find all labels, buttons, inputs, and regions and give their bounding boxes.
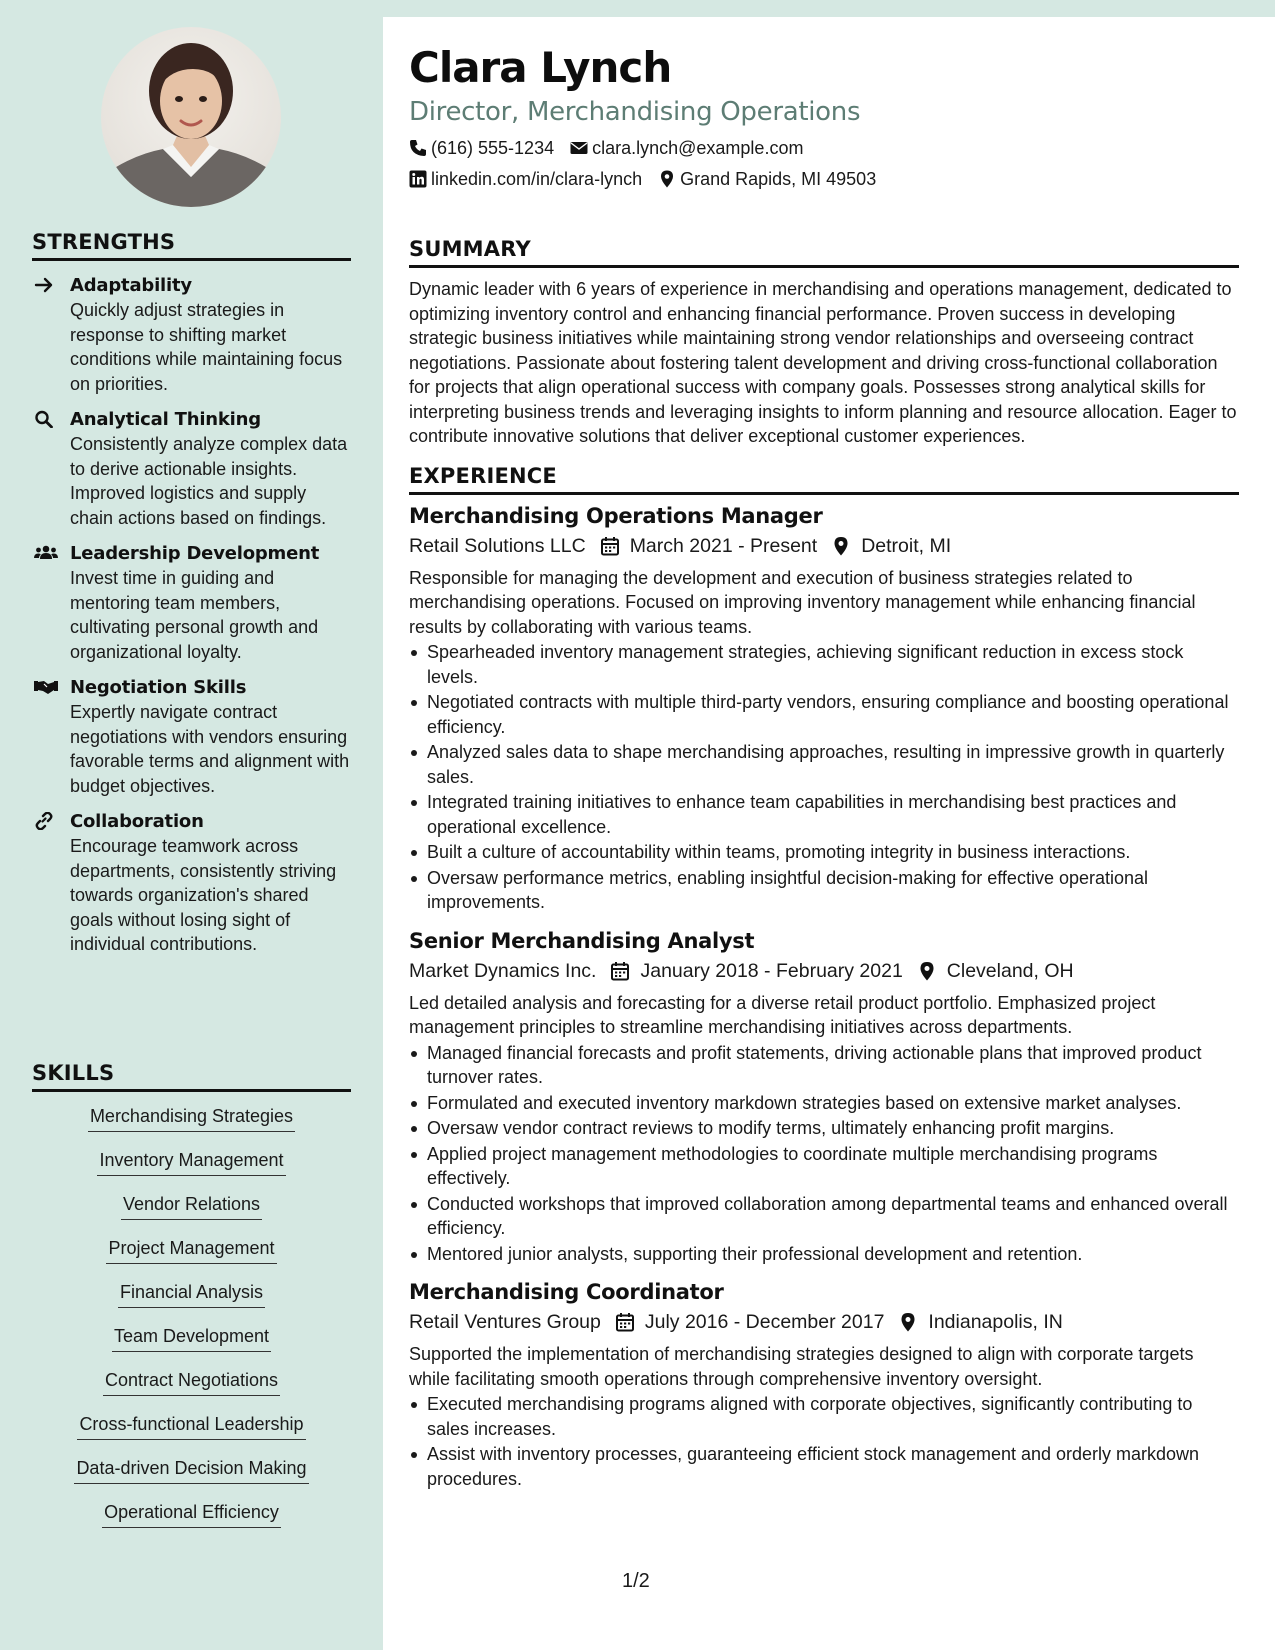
strength-title: Leadership Development <box>70 543 320 564</box>
strengths-section <box>32 230 351 957</box>
map-pin-icon <box>831 536 851 556</box>
job-bullets <box>409 1041 1239 1267</box>
strength-desc: Consistently analyze complex data to derive actionable insights. Improved logistics and supply chain actions based on findings. <box>70 434 348 528</box>
strength-item <box>32 408 351 530</box>
job-description: Led detailed analysis and forecasting for a diverse retail product portfolio. Emphasized project management principles to streamline merchandising initiatives across departments. <box>409 992 1156 1037</box>
arrow-right-icon <box>34 276 54 294</box>
job-location: Indianapolis, IN <box>928 1311 1063 1333</box>
map-pin-icon <box>898 1312 918 1332</box>
email-text: clara.lynch@example.com <box>592 138 804 158</box>
skill-tag: Financial Analysis <box>118 1280 265 1308</box>
candidate-role: Director, Merchandising Operations <box>409 97 861 127</box>
job-dates: March 2021 - Present <box>629 534 818 557</box>
skills-heading: SKILLS <box>32 1061 351 1092</box>
job-description: Supported the implementation of merchandising strategies designed to align with corporate targets while facilitating smooth operations through comprehensive inventory oversight. <box>409 1344 1194 1389</box>
skill-tag: Vendor Relations <box>121 1192 262 1220</box>
job-title: Merchandising Coordinator <box>409 1280 724 1304</box>
job-dates: July 2016 - December 2017 <box>644 1311 885 1333</box>
phone-contact[interactable] <box>409 136 554 160</box>
job-location: Detroit, MI <box>861 534 952 557</box>
strength-item <box>32 676 351 798</box>
skill-tag: Data-driven Decision Making <box>74 1456 308 1484</box>
list-item: Mentored junior analysts, supporting their professional development and retention. <box>409 1242 1239 1267</box>
skill-tag: Inventory Management <box>97 1148 285 1176</box>
avatar <box>101 27 281 207</box>
skill-tag: Operational Efficiency <box>102 1500 281 1528</box>
contact-row-1 <box>409 136 1239 160</box>
list-item: Formulated and executed inventory markdown strategies based on extensive market analyses. <box>409 1091 1239 1116</box>
job-description: Responsible for managing the development and execution of business strategies related to merchandising operations. Focused on improving inventory management while enhancing financial results by collaborating with various teams. <box>409 567 1196 637</box>
main-content <box>383 17 1275 1650</box>
skill-tag: Merchandising Strategies <box>88 1104 295 1132</box>
list-item: Conducted workshops that improved collaboration among departmental teams and enhanced overall efficiency. <box>409 1192 1239 1241</box>
skill-tag: Cross-functional Leadership <box>77 1412 305 1440</box>
job-entry <box>409 1278 1239 1491</box>
profile-photo <box>101 27 281 207</box>
strength-desc: Encourage teamwork across departments, consistently striving towards organization's shared goals without losing sight of individual contributions. <box>70 836 337 954</box>
skill-tag: Project Management <box>106 1236 276 1264</box>
skills-list <box>32 1104 351 1544</box>
location-text: Grand Rapids, MI 49503 <box>680 169 877 189</box>
users-icon <box>34 544 58 562</box>
job-meta <box>409 957 1239 985</box>
map-pin-icon <box>917 961 937 981</box>
candidate-name: Clara Lynch <box>409 43 672 92</box>
skills-section <box>32 1061 351 1544</box>
strength-title: Adaptability <box>70 275 192 296</box>
strength-title: Analytical Thinking <box>70 409 261 430</box>
strength-desc: Quickly adjust strategies in response to shifting market conditions while maintaining focus on priorities. <box>70 300 343 394</box>
calendar-icon <box>610 961 630 981</box>
skill-tag: Contract Negotiations <box>103 1368 280 1396</box>
job-entry <box>409 927 1239 1267</box>
job-location: Cleveland, OH <box>946 959 1074 982</box>
skill-tag: Team Development <box>112 1324 271 1352</box>
strength-item <box>32 274 351 396</box>
envelope-icon <box>570 139 588 157</box>
job-company: Retail Ventures Group <box>409 1311 601 1333</box>
phone-icon <box>409 139 427 157</box>
calendar-icon <box>600 536 620 556</box>
phone-text: (616) 555-1234 <box>431 138 555 158</box>
handshake-icon <box>34 678 58 696</box>
job-title: Senior Merchandising Analyst <box>409 928 755 953</box>
strength-title: Collaboration <box>70 811 204 832</box>
summary-heading: SUMMARY <box>409 237 1239 268</box>
page-number: 1/2 <box>622 1570 650 1592</box>
strength-item <box>32 810 351 957</box>
map-pin-icon <box>658 170 676 188</box>
job-bullets <box>409 1392 1239 1491</box>
email-contact[interactable] <box>570 136 803 160</box>
list-item: Executed merchandising programs aligned with corporate objectives, significantly contributing to sales increases. <box>409 1392 1239 1441</box>
job-company: Market Dynamics Inc. <box>409 959 597 982</box>
job-title: Merchandising Operations Manager <box>409 503 823 528</box>
list-item: Managed financial forecasts and profit statements, driving actionable plans that improved product turnover rates. <box>409 1041 1239 1090</box>
link-icon <box>34 812 54 830</box>
strength-desc: Invest time in guiding and mentoring team members, cultivating personal growth and organizational loyalty. <box>70 568 319 662</box>
job-entry <box>409 502 1239 915</box>
experience-heading: EXPERIENCE <box>409 464 1239 495</box>
linkedin-icon <box>409 170 427 188</box>
linkedin-text: linkedin.com/in/clara-lynch <box>431 169 643 189</box>
list-item: Analyzed sales data to shape merchandising approaches, resulting in impressive growth in quarterly sales. <box>409 740 1239 789</box>
list-item: Assist with inventory processes, guaranteeing efficient stock management and orderly markdown procedures. <box>409 1442 1239 1491</box>
contact-row-2 <box>409 167 1239 191</box>
strength-title: Negotiation Skills <box>70 677 247 698</box>
strength-item <box>32 542 351 664</box>
calendar-icon <box>615 1312 635 1332</box>
list-item: Applied project management methodologies to coordinate multiple merchandising programs effectively. <box>409 1142 1239 1191</box>
list-item: Oversaw performance metrics, enabling insightful decision-making for effective operational improvements. <box>409 866 1239 915</box>
job-dates: January 2018 - February 2021 <box>640 959 903 982</box>
list-item: Built a culture of accountability within teams, promoting integrity in business interactions. <box>409 840 1239 865</box>
strength-desc: Expertly navigate contract negotiations with vendors ensuring favorable terms and alignment with budget objectives. <box>70 702 350 796</box>
search-icon <box>34 410 54 428</box>
list-item: Integrated training initiatives to enhance team capabilities in merchandising best practices and operational excellence. <box>409 790 1239 839</box>
list-item: Oversaw vendor contract reviews to modify terms, ultimately enhancing profit margins. <box>409 1116 1239 1141</box>
job-meta <box>409 532 1239 560</box>
job-company: Retail Solutions LLC <box>409 534 586 557</box>
job-meta <box>409 1308 1239 1336</box>
list-item: Spearheaded inventory management strategies, achieving significant reduction in excess stock levels. <box>409 640 1239 689</box>
linkedin-contact[interactable] <box>409 167 642 191</box>
summary-text: Dynamic leader with 6 years of experience in merchandising and operations management, dedicated to optimizing inventory control and enhancing financial performance. Proven success in developing strategic business initiatives while maintaining strong vendor relationships and overseeing contract negotiations. Passionate about fostering talent development and driving cross-functional collaboration for projects that align operational success with company goals. Possesses strong analytical skills for interpreting business trends and leveraging insights to inform planning and resource allocation. Eager to contribute innovative solutions that deliver exceptional customer experiences. <box>409 279 1237 446</box>
job-bullets <box>409 640 1239 915</box>
strengths-heading: STRENGTHS <box>32 230 351 261</box>
location-contact <box>658 167 876 191</box>
list-item: Negotiated contracts with multiple third-party vendors, ensuring compliance and boosting operational efficiency. <box>409 690 1239 739</box>
